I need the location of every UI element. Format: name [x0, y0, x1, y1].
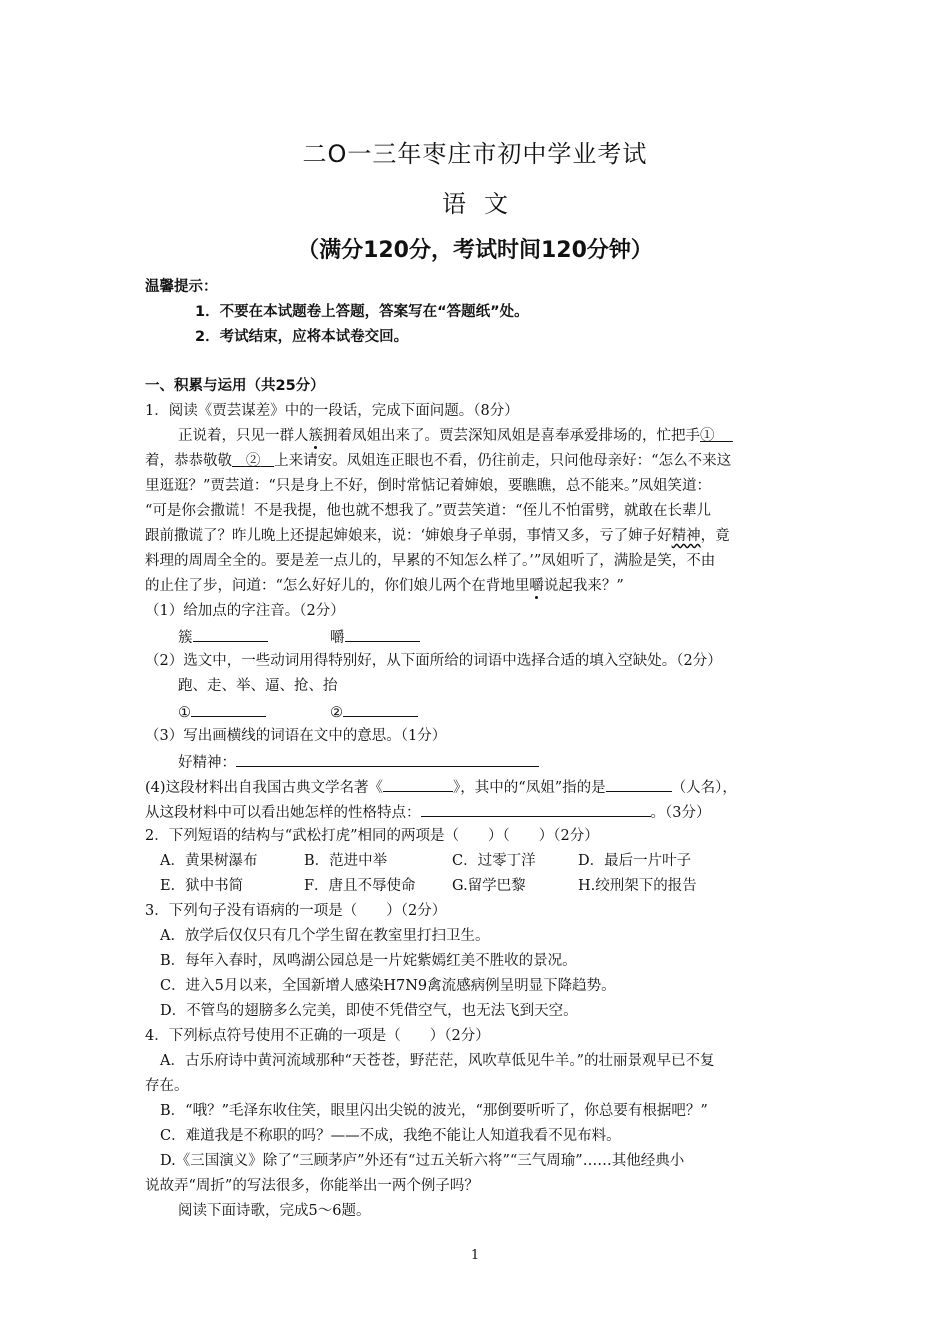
q1-sub3-answer: 好精神： — [178, 751, 539, 773]
q1-passage-line-3: 里逛逛？”贾芸道：“只是身上不好，倒时常惦记着婶娘，要瞧瞧，总不能来。”凤姐笑道： — [145, 478, 711, 494]
q1-sub1-answer-jiao: 嚼 — [330, 626, 420, 648]
q1-sub2-answer-2: ② — [330, 701, 418, 723]
q4-option-a-line-1: A．古乐府诗中黄河流域那种“天苍苍，野茫茫，风吹草低见牛羊。”的壮丽景观早已不复 — [160, 1053, 715, 1069]
passage-text: 上来请安。凤姐连正眼也不看，仍往前走，只问他母亲好：“怎么不来这 — [274, 453, 732, 469]
q3-option-d: D．不管鸟的翅膀多么完美，即使不凭借空气，也无法飞到天空。 — [160, 1003, 578, 1019]
q1-prompt: 1．阅读《贾芸谋差》中的一段话，完成下面问题。（8分） — [145, 403, 519, 419]
exam-info: （满分120分，考试时间120分钟） — [297, 238, 653, 263]
answer-blank[interactable] — [343, 701, 418, 717]
q1-sub4-line-2: 从这段材料中可以看出她怎样的性格特点： 。（3分） — [145, 801, 710, 823]
q1-passage-line-5 — [145, 526, 730, 546]
passage-text: 正说着，只见一群人 — [178, 428, 309, 444]
q1-sub3: （3）写出画横线的词语在文中的意思。（1分） — [145, 728, 447, 744]
passage-text: 说起我来？” — [543, 578, 624, 594]
answer-blank[interactable] — [606, 776, 672, 792]
q2-prompt: 2．下列短语的结构与“武松打虎”相同的两项是（ ）（ ）（2分） — [145, 828, 599, 844]
q1-sub1-answer-cu: 簇 — [178, 626, 268, 648]
q4-option-d-line-2: 说故弄“周折”的写法很多，你能举出一两个例子吗？ — [145, 1178, 479, 1194]
q1-sub2: （2）选文中，一些动词用得特别好，从下面所给的词语中选择合适的填入空缺处。（2分） — [145, 653, 722, 669]
q1-sub4-line-1: (4)这段材料出自我国古典文学名著《 》，其中的“凤姐”指的是 （人名）， — [145, 776, 737, 798]
exam-title: 二O一三年枣庄市初中学业考试 — [302, 140, 648, 168]
answer-blank[interactable] — [345, 626, 420, 642]
page-number: 1 — [470, 1248, 480, 1263]
q3-option-b: B．每年入春时，凤鸣湖公园总是一片姹紫嫣红美不胜收的景况。 — [160, 953, 577, 969]
answer-blank[interactable] — [236, 751, 539, 767]
answer-blank[interactable] — [191, 701, 266, 717]
q2-option-d: D．最后一片叶子 — [578, 853, 692, 869]
q1-sub1: （1）给加点的字注音。（2分） — [145, 603, 345, 619]
passage-text: 拥着凤姐出来了。贾芸深知凤姐是喜奉承爱排场的，忙把手 — [323, 428, 700, 444]
passage-text: 跟前撒谎了？昨儿晚上还提起婶娘来，说：‘婶娘身子单弱，事情又多，亏了婶子好 — [145, 528, 672, 544]
answer-blank[interactable] — [193, 626, 268, 642]
section-1-heading: 一、积累与运用（共25分） — [145, 378, 325, 394]
tips-heading: 温馨提示： — [145, 279, 218, 295]
underlined-word-jingshen: 精神 — [671, 528, 701, 544]
q4-option-c: C．难道我是不称职的吗？——不成，我绝不能让人知道我看不见布料。 — [160, 1128, 621, 1144]
q1-sub2-words: 跑、走、举、逼、抢、抬 — [178, 678, 338, 694]
q2-option-g: G.留学巴黎 — [452, 878, 526, 894]
q1-passage-line-7 — [145, 576, 624, 596]
q1-passage-line-1 — [178, 426, 733, 446]
answer-blank[interactable] — [421, 801, 651, 817]
dotted-char-cu: 簇 — [308, 428, 323, 444]
q4-option-d-line-1: D.《三国演义》除了“三顾茅庐”外还有“过五关斩六将”“三气周瑜”……其他经典小 — [160, 1153, 685, 1169]
q2-option-h: H.绞刑架下的报告 — [578, 878, 697, 894]
q1-passage-line-2 — [145, 451, 731, 471]
q4-option-b: B．“哦？”毛泽东收住笑，眼里闪出尖锐的波光，“那倒要听听了，你总要有根据吧？” — [160, 1103, 708, 1119]
q3-option-c: C．进入5月以来，全国新增人感染H7N9禽流感病例呈明显下降趋势。 — [160, 978, 616, 994]
answer-blank[interactable] — [383, 776, 453, 792]
poem-intro: 阅读下面诗歌，完成5～6题。 — [178, 1203, 371, 1219]
tip-item-2: 2．考试结束，应将本试卷交回。 — [195, 329, 409, 345]
q2-option-c: C．过零丁洋 — [452, 853, 536, 869]
q4-prompt: 4．下列标点符号使用不正确的一项是（ ）（2分） — [145, 1028, 490, 1044]
q4-option-a-line-2: 存在。 — [145, 1078, 189, 1094]
q3-prompt: 3．下列句子没有语病的一项是（ ）（2分） — [145, 903, 447, 919]
passage-text: ，竟 — [700, 528, 730, 544]
tip-item-1: 1．不要在本试题卷上答题，答案写在“答题纸”处。 — [195, 304, 529, 320]
blank-1: ① — [700, 428, 715, 444]
dotted-char-jiao: 嚼 — [529, 578, 544, 594]
q2-option-f: F．唐且不辱使命 — [304, 878, 416, 894]
q2-option-a: A．黄果树瀑布 — [160, 853, 258, 869]
q3-option-a: A．放学后仅仅只有几个学生留在教室里打扫卫生。 — [160, 928, 490, 944]
q2-option-b: B．范进中举 — [304, 853, 388, 869]
passage-text: 的止住了步，问道：“怎么好好儿的，你们娘儿两个在背地里 — [145, 578, 530, 594]
q1-passage-line-6: 料理的周周全全的。要是差一点儿的，早累的不知怎么样了。’”凤姐听了，满脸是笑，不由 — [145, 553, 716, 569]
passage-text: 着，恭恭敬敬 — [145, 453, 232, 469]
q1-passage-line-4: “可是你会撒谎！不是我提，他也就不想我了。”贾芸笑道：“侄儿不怕雷劈，就敢在长辈儿 — [145, 503, 711, 519]
exam-subject: 语文 — [442, 190, 526, 218]
blank-2: ② — [245, 453, 261, 469]
q2-option-e: E．狱中书简 — [160, 878, 244, 894]
q1-sub2-answer-1: ① — [178, 701, 266, 723]
